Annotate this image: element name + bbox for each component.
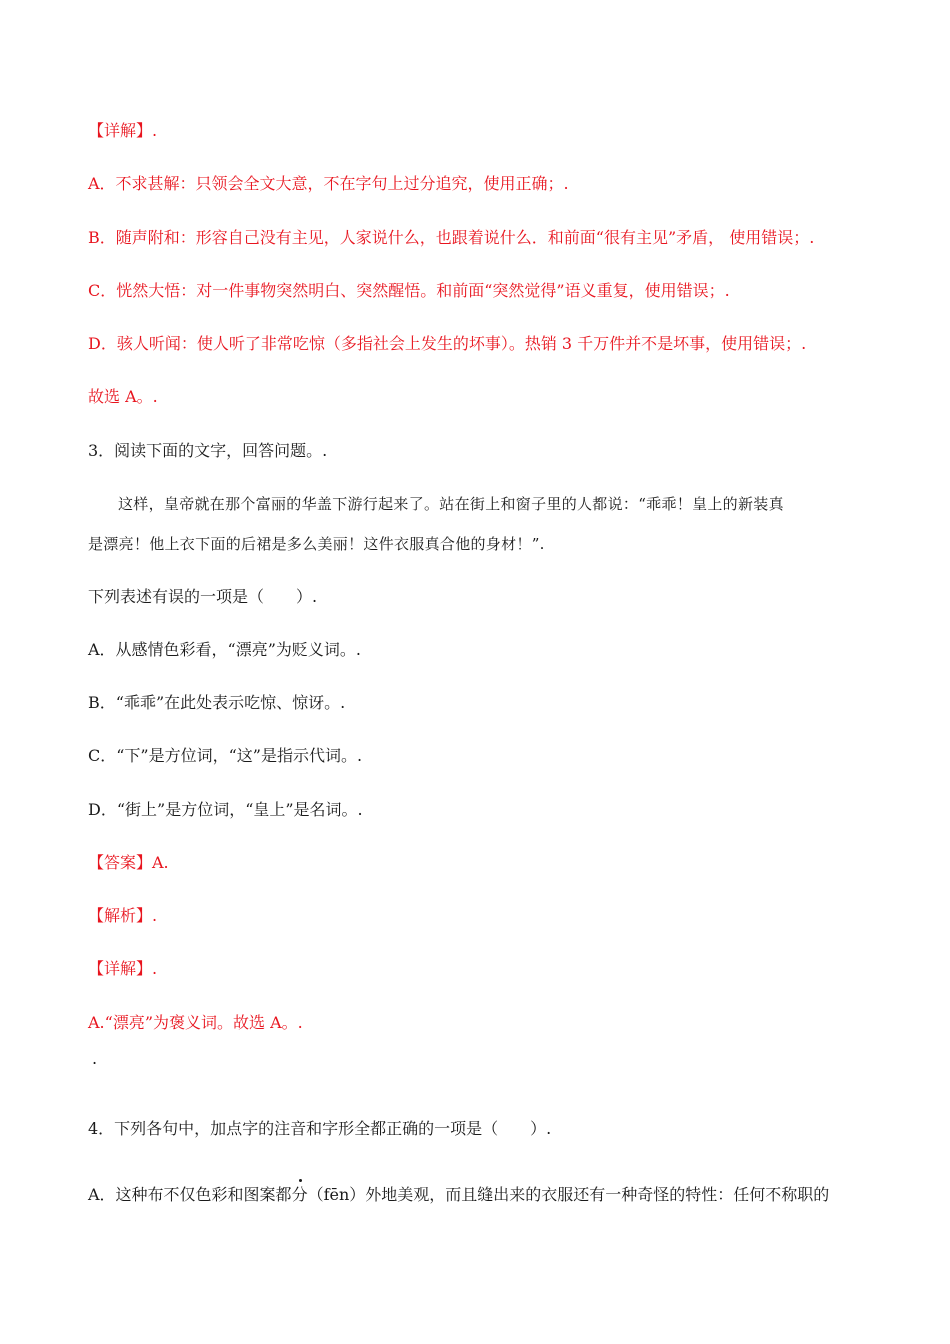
q2-detail-label: 【详解】. — [88, 121, 158, 140]
q3-option-b: B．“乖乖”在此处表示吃惊、惊讶。. — [88, 693, 346, 712]
q2-option-a: A．不求甚解：只领会全文大意，不在字句上过分追究，使用正确；. — [88, 174, 569, 193]
q2-conclusion: 故选 A。. — [88, 387, 158, 406]
q3-option-d: D．“街上”是方位词，“皇上”是名词。. — [88, 800, 363, 819]
q2-option-c: C．恍然大悟：对一件事物突然明白、突然醒悟。和前面“突然觉得”语义重复，使用错误；. — [88, 281, 730, 300]
q4-option-a-text-before: A．这种布不仅色彩和图案都 — [88, 1185, 292, 1204]
q4-option-a-dotted-char: 分 — [291, 1185, 308, 1204]
q3-analysis-label: 【解析】. — [88, 906, 158, 925]
q3-detail-text: A.“漂亮”为褒义词。故选 A。. — [88, 1013, 303, 1032]
q3-option-a: A．从感情色彩看，“漂亮”为贬义词。. — [88, 640, 362, 659]
q2-option-b: B．随声附和：形容自己没有主见，人家说什么，也跟着说什么．和前面“很有主见”矛盾， 使用错误；. — [88, 228, 815, 247]
q3-detail-label: 【详解】. — [88, 959, 158, 978]
q4-option-a-text-after: （fēn）外地美观，而且缝出来的衣服还有一种奇怪的特性：任何不称职的 — [307, 1185, 830, 1204]
q3-blank-line-mark: . — [92, 1049, 98, 1068]
q3-question: 下列表述有误的一项是（ ）. — [88, 587, 318, 606]
q3-option-c: C．“下”是方位词，“这”是指示代词。. — [88, 746, 363, 765]
q3-passage-line-2: 是漂亮！他上衣下面的后裙是多么美丽！这件衣服真合他的身材！”. — [88, 535, 545, 553]
q3-passage-line-1: 这样，皇帝就在那个富丽的华盖下游行起来了。站在街上和窗子里的人都说：“乖乖！皇上的新装真 — [118, 495, 784, 513]
q3-prompt: 3．阅读下面的文字，回答问题。. — [88, 441, 328, 460]
q4-option-a — [88, 1184, 829, 1206]
q4-prompt: 4．下列各句中，加点字的注音和字形全都正确的一项是（ ）. — [88, 1119, 552, 1138]
q2-option-d: D．骇人听闻：使人听了非常吃惊（多指社会上发生的坏事）。热销 3 千万件并不是坏事，使用错误；. — [88, 334, 807, 353]
q3-answer: 【答案】A. — [88, 853, 169, 872]
